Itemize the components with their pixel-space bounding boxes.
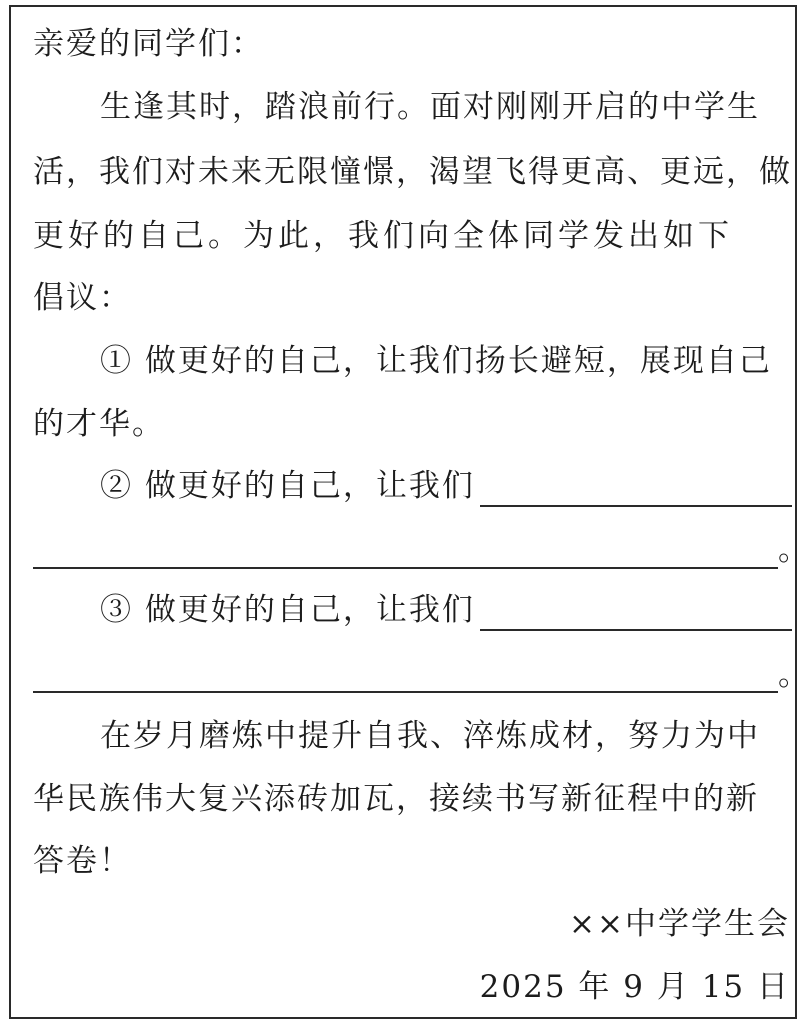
paragraph-line: 倡议： bbox=[33, 280, 132, 316]
closing-line: 在岁月磨炼中提升自我、淬炼成材，努力为中 bbox=[100, 718, 760, 754]
proposal-item-3: ③ 做更好的自己，让我们 bbox=[100, 592, 475, 628]
answer-blank-2a[interactable] bbox=[480, 505, 792, 507]
paragraph-line: 活，我们对未来无限憧憬，渴望飞得更高、更远，做 bbox=[33, 154, 792, 190]
closing-line: 答卷！ bbox=[33, 843, 132, 879]
blank-end-period: 。 bbox=[778, 532, 809, 568]
proposal-item-2: ② 做更好的自己，让我们 bbox=[100, 468, 475, 504]
proposal-item-1-cont: 的才华。 bbox=[33, 406, 165, 442]
answer-blank-2b[interactable] bbox=[33, 567, 778, 569]
answer-blank-3b[interactable] bbox=[33, 691, 778, 693]
proposal-item-1: ① 做更好的自己，让我们扬长避短，展现自己 bbox=[100, 343, 772, 379]
paragraph-line: 生逢其时，踏浪前行。面对刚刚开启的中学生 bbox=[100, 89, 760, 125]
greeting: 亲爱的同学们： bbox=[33, 26, 264, 62]
closing-line: 华民族伟大复兴添砖加瓦，接续书写新征程中的新 bbox=[33, 781, 759, 817]
answer-blank-3a[interactable] bbox=[480, 629, 792, 631]
date: 2025 年 9 月 15 日 bbox=[479, 969, 790, 1005]
blank-end-period: 。 bbox=[778, 657, 809, 693]
signature: ××中学学生会 bbox=[569, 906, 790, 942]
paragraph-line: 更好的自己。为此，我们向全体同学发出如下 bbox=[33, 218, 733, 254]
